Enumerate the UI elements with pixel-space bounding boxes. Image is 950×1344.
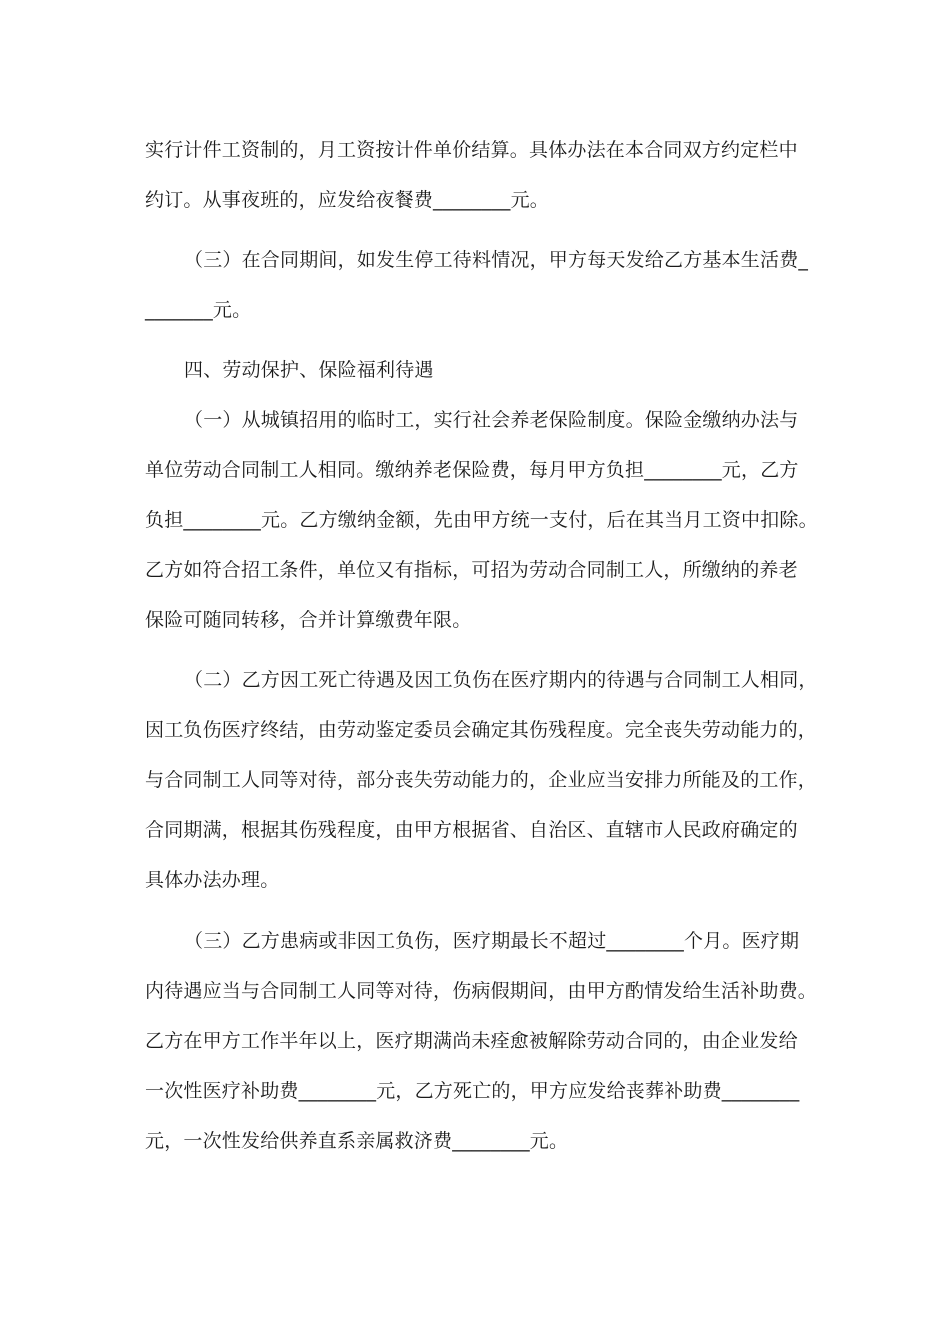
text-line: 合同期满，根据其伤残程度，由甲方根据省、自治区、直辖市人民政府确定的: [145, 819, 798, 841]
paragraph-first-line: （三）乙方患病或非因工负伤，医疗期最长不超过________个月。医疗期: [184, 930, 800, 952]
text-line: 乙方在甲方工作半年以上，医疗期满尚未痊愈被解除劳动合同的，由企业发给: [145, 1030, 798, 1052]
text-line: 内待遇应当与合同制工人同等对待，伤病假期间，由甲方酌情发给生活补助费。: [145, 980, 818, 1002]
text-line: _______元。: [145, 299, 252, 321]
text-line: 与合同制工人同等对待，部分丧失劳动能力的，企业应当安排力所能及的工作，: [145, 769, 818, 791]
text-line: 乙方如符合招工条件，单位又有指标，可招为劳动合同制工人，所缴纳的养老: [145, 559, 798, 581]
paragraph-first-line: （二）乙方因工死亡待遇及因工负伤在医疗期内的待遇与合同制工人相同，: [184, 669, 818, 691]
text-line: 约订。从事夜班的，应发给夜餐费________元。: [145, 189, 550, 211]
text-line: 实行计件工资制的，月工资按计件单价结算。具体办法在本合同双方约定栏中: [145, 139, 798, 161]
paragraph-first-line: （三）在合同期间，如发生停工待料情况，甲方每天发给乙方基本生活费_: [184, 249, 809, 271]
text-line: 元，一次性发给供养直系亲属救济费________元。: [145, 1130, 569, 1152]
text-line: 因工负伤医疗终结，由劳动鉴定委员会确定其伤残程度。完全丧失劳动能力的，: [145, 719, 818, 741]
paragraph-first-line: （一）从城镇招用的临时工，实行社会养老保险制度。保险金缴纳办法与: [184, 409, 799, 431]
text-line: 具体办法办理。: [145, 869, 280, 891]
text-line: 单位劳动合同制工人相同。缴纳养老保险费，每月甲方负担________元，乙方: [145, 459, 799, 481]
section-heading: 四、劳动保护、保险福利待遇: [184, 359, 434, 381]
text-line: 一次性医疗补助费________元，乙方死亡的，甲方应发给丧葬补助费________: [145, 1080, 800, 1102]
text-line: 负担________元。乙方缴纳金额，先由甲方统一支付，后在其当月工资中扣除。: [145, 509, 818, 531]
text-line: 保险可随同转移，合并计算缴费年限。: [145, 609, 472, 631]
